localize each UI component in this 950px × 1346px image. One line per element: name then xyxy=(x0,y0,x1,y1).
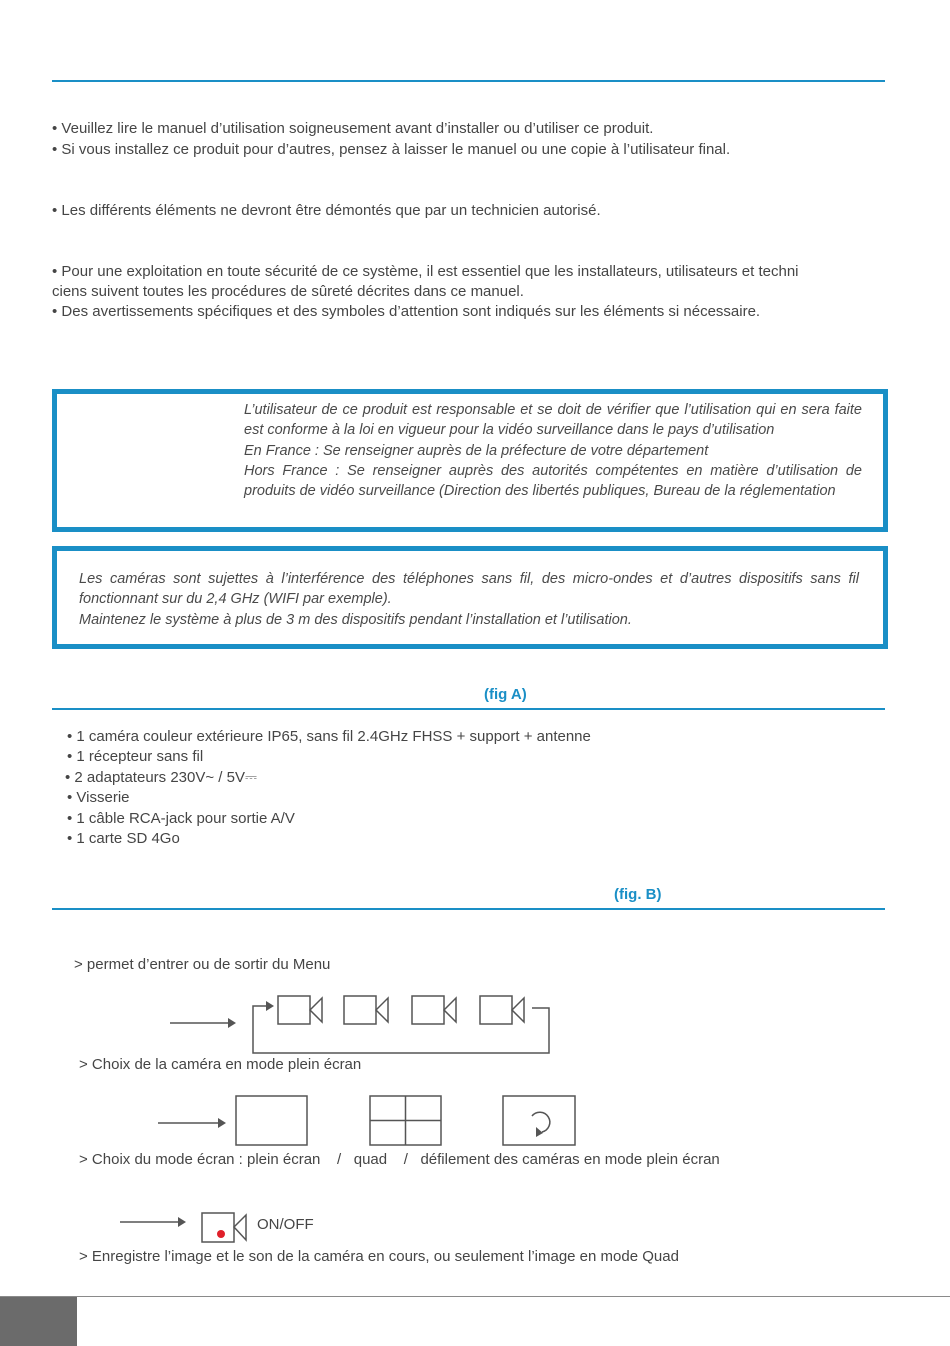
controls-rule xyxy=(52,908,885,910)
contents-item-4: • Visserie xyxy=(67,789,130,806)
intro-line-5: ciens suivent toutes les procédures de sûreté décrites dans ce manuel. xyxy=(52,283,524,300)
contents-rule xyxy=(52,708,885,710)
legal-notice-box xyxy=(52,389,888,532)
screen-mode-description: > Choix du mode écran : plein écran / quad / défilement des caméras en mode plein écran xyxy=(79,1151,720,1168)
record-diagram xyxy=(110,1206,250,1246)
legal-paragraph-2: En France : Se renseigner auprès de la préfecture de votre département xyxy=(244,442,709,459)
camera-description: > Choix de la caméra en mode plein écran xyxy=(79,1056,362,1073)
intro-line-6: • Des avertissements spécifiques et des symboles d’attention sont indiqués sur les éléments si nécessaire. xyxy=(52,303,761,320)
intro-line-4: • Pour une exploitation en toute sécurité de ce système, il est essentiel que les installateurs, utilisateurs et techni xyxy=(52,263,799,280)
legal-notice-text xyxy=(244,400,862,501)
interference-paragraph-2: Maintenez le système à plus de 3 m des dispositifs pendant l’installation et l’utilisation. xyxy=(79,611,632,628)
footer-rule xyxy=(0,1296,950,1297)
contents-item-3: • 2 adaptateurs 230V~ / 5V⎓ xyxy=(65,769,257,786)
intro-line-1: • Veuillez lire le manuel d’utilisation soigneusement avant d’installer ou d’utiliser ce produit. xyxy=(52,120,654,137)
camera-cycle-diagram xyxy=(160,988,560,1060)
menu-description: > permet d’entrer ou de sortir du Menu xyxy=(74,956,331,973)
intro-line-3: • Les différents éléments ne devront être démontés que par un technicien autorisé. xyxy=(52,202,601,219)
record-dot-icon xyxy=(217,1230,225,1238)
page-number-block xyxy=(0,1297,77,1346)
fig-b-label: (fig. B) xyxy=(614,886,662,903)
contents-item-5: • 1 câble RCA-jack pour sortie A/V xyxy=(67,810,295,827)
legal-paragraph-1: L’utilisateur de ce produit est responsable et se doit de vérifier que l’utilisation qui en sera faite est conforme à la loi en vigueur pour la vidéo surveillance dans le pays d’utilisation xyxy=(244,402,862,439)
fig-a-label: (fig A) xyxy=(484,686,527,703)
interference-text xyxy=(79,569,859,630)
record-description: > Enregistre l’image et le son de la caméra en cours, ou seulement l’image en mode Quad xyxy=(79,1248,679,1265)
contents-item-1: • 1 caméra couleur extérieure IP65, sans fil 2.4GHz FHSS + support + antenne xyxy=(67,728,591,745)
contents-item-6: • 1 carte SD 4Go xyxy=(67,830,180,847)
legal-paragraph-3: Hors France : Se renseigner auprès des autorités compétentes en matière d’utilisation de produits de vidéo surveillance (Direction des libertés publiques, Bureau de la réglementation xyxy=(244,462,862,500)
screen-mode-diagram xyxy=(150,1090,590,1152)
interference-paragraph-1: Les caméras sont sujettes à l’interférence des téléphones sans fil, des micro-ondes et d’autres dispositifs sans fil fonctionnant sur du 2,4 GHz (WIFI par exemple). xyxy=(79,571,859,608)
intro-line-2: • Si vous installez ce produit pour d’autres, pensez à laisser le manuel ou une copie à l’utilisateur final. xyxy=(52,141,731,158)
record-onoff-label: ON/OFF xyxy=(257,1216,314,1233)
top-rule xyxy=(52,80,885,82)
interference-box xyxy=(52,546,888,649)
contents-item-2: • 1 récepteur sans fil xyxy=(67,748,204,765)
